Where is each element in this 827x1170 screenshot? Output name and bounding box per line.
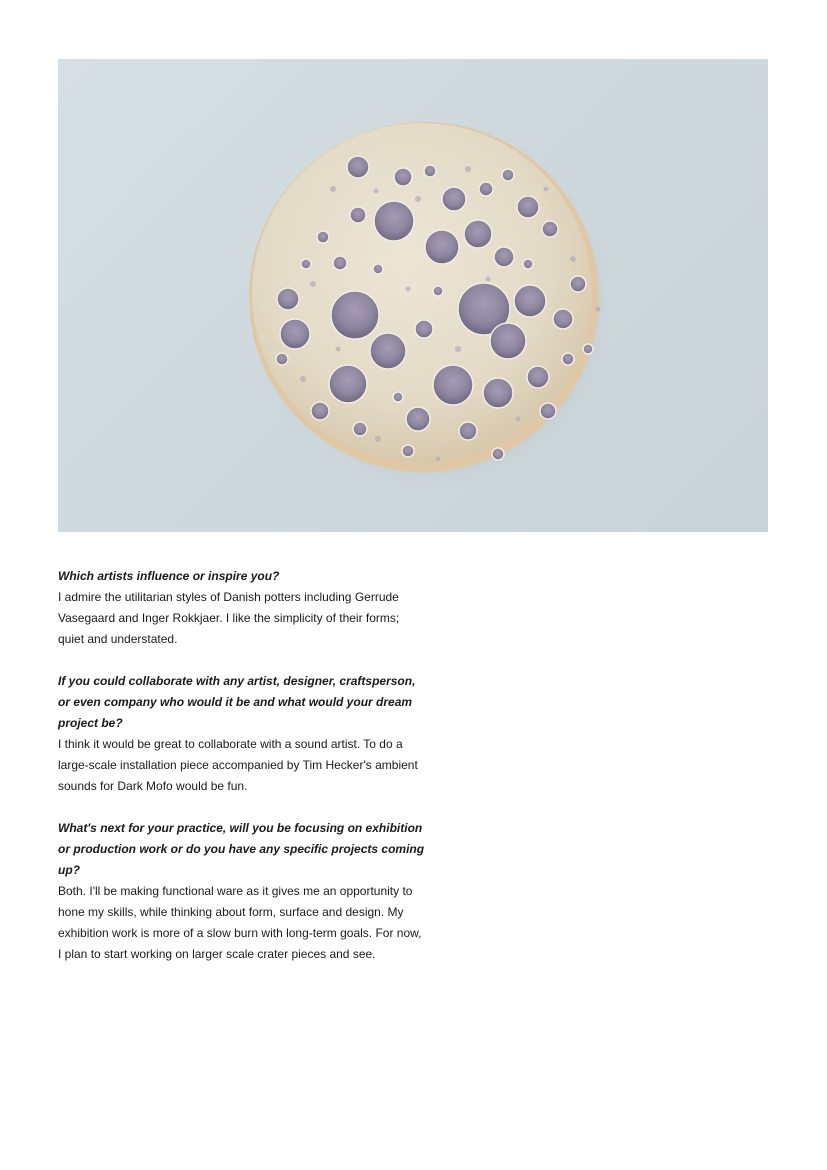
question: Which artists influence or inspire you? xyxy=(58,569,280,583)
answer: I admire the utilitarian styles of Danish potters including Gerrude Vasegaard and Inger Rokkjaer. I like the simplicity of their forms; quiet and understated. xyxy=(58,590,400,646)
answer: I think it would be great to collaborate with a sound artist. To do a large-scale installation piece accompanied by Tim Hecker's ambient sounds for Dark Mofo would be fun. xyxy=(58,737,418,793)
qa-block xyxy=(58,566,428,650)
interview-text xyxy=(58,566,428,986)
ceramic-crater-disc-icon xyxy=(58,59,768,532)
question: If you could collaborate with any artist, designer, craftsperson, or even company who would it be and what would your dream project be? xyxy=(58,674,416,730)
question: What's next for your practice, will you be focusing on exhibition or production work or do you have any specific projects coming up? xyxy=(58,821,425,877)
qa-block xyxy=(58,818,428,965)
answer: Both. I'll be making functional ware as it gives me an opportunity to hone my skills, while thinking about form, surface and design. My exhibition work is more of a slow burn with long-term goals. For now, I plan to start working on larger scale crater pieces and see. xyxy=(58,884,422,961)
qa-block xyxy=(58,671,428,797)
photo-ceramic-crater xyxy=(58,59,768,532)
